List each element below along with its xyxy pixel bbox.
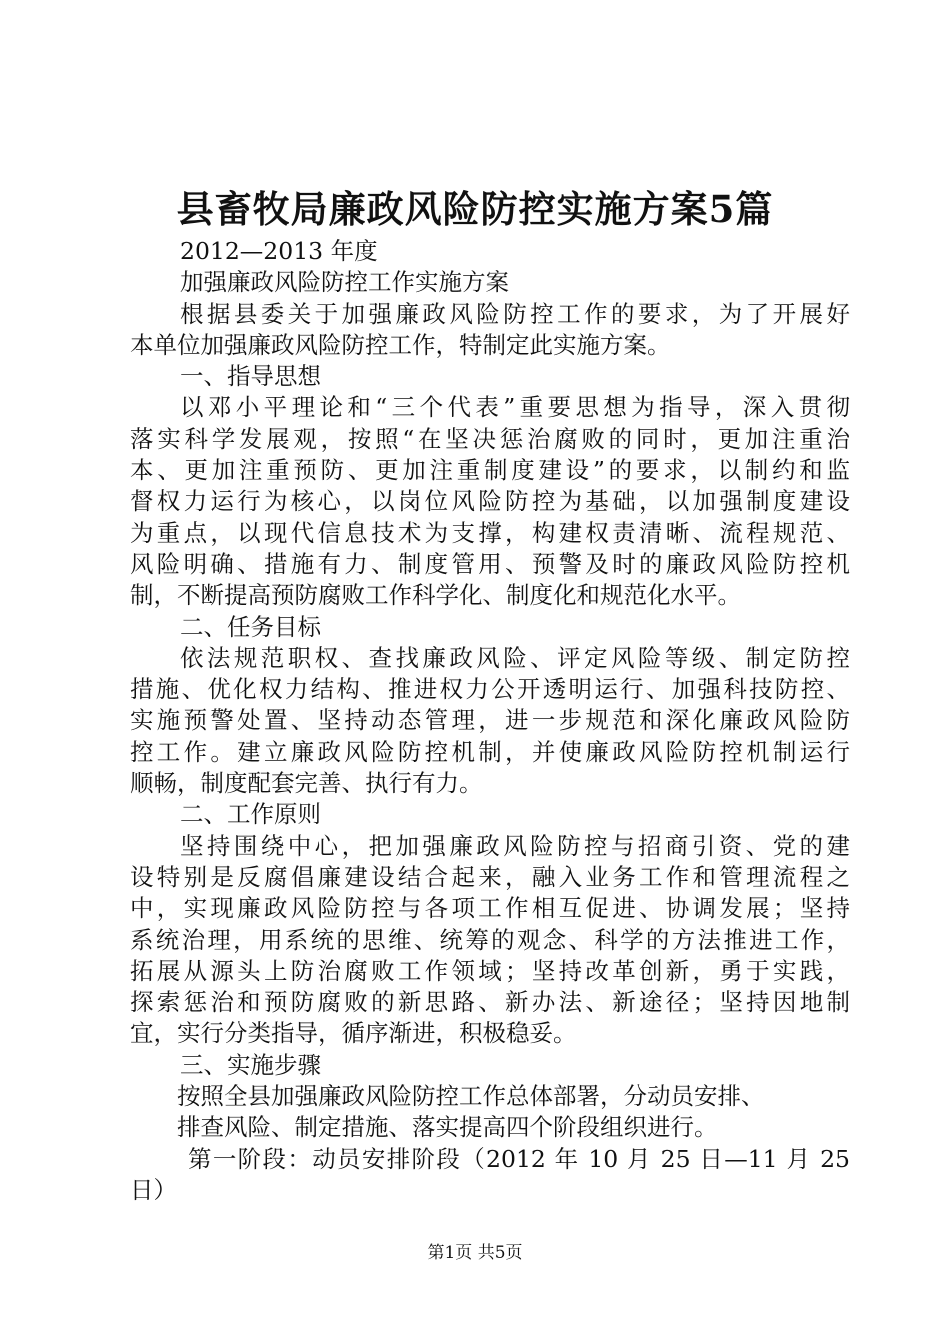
paragraph-line: 措施、优化权力结构、推进权力公开透明运行、加强科技防控、 — [130, 675, 850, 704]
document-title: 县畜牧局廉政风险防控实施方案5篇 — [176, 187, 774, 231]
paragraph-line: 按照全县加强廉政风险防控工作总体部署，分动员安排、 — [177, 1082, 765, 1111]
paragraph-line: 实施预警处置、坚持动态管理，进一步规范和深化廉政风险防 — [130, 706, 850, 735]
stage-heading: 第一阶段：动员安排阶段（2012 年 10 月 25 日—11 月 25 — [188, 1144, 850, 1173]
paragraph-line: 中，实现廉政风险防控与各项工作相互促进、协调发展；坚持 — [130, 894, 850, 923]
paragraph-line: 控工作。建立廉政风险防控机制，并使廉政风险防控机制运行 — [130, 737, 850, 766]
section-heading: 一、指导思想 — [180, 362, 321, 391]
paragraph-line: 本、更加注重预防、更加注重制度建设”的要求，以制约和监 — [130, 456, 850, 485]
paragraph-line: 系统治理，用系统的思维、统筹的观念、科学的方法推进工作， — [130, 925, 850, 954]
paragraph-line: 本单位加强廉政风险防控工作，特制定此实施方案。 — [130, 330, 671, 359]
paragraph-line: 设特别是反腐倡廉建设结合起来，融入业务工作和管理流程之 — [130, 862, 850, 891]
paragraph-line: 落实科学发展观，按照“在坚决惩治腐败的同时，更加注重治 — [130, 424, 850, 453]
document-body — [130, 236, 850, 1206]
section-heading: 二、工作原则 — [180, 800, 321, 829]
paragraph-line: 风险明确、措施有力、制度管用、预警及时的廉政风险防控机 — [130, 549, 850, 578]
paragraph-line: 排查风险、制定措施、落实提高四个阶段组织进行。 — [177, 1113, 718, 1142]
paragraph-line: 坚持围绕中心，把加强廉政风险防控与招商引资、党的建 — [180, 831, 850, 860]
paragraph-line: 根据县委关于加强廉政风险防控工作的要求，为了开展好 — [180, 299, 850, 328]
paragraph-line: 拓展从源头上防治腐败工作领域；坚持改革创新，勇于实践， — [130, 956, 850, 985]
paragraph-line: 为重点，以现代信息技术为支撑，构建权责清晰、流程规范、 — [130, 518, 850, 547]
section-heading: 二、任务目标 — [180, 612, 321, 641]
stage-heading-end: 日） — [130, 1175, 177, 1204]
paragraph-line: 以邓小平理论和“三个代表”重要思想为指导，深入贯彻 — [180, 393, 850, 422]
plan-subtitle: 加强廉政风险防控工作实施方案 — [180, 268, 509, 297]
paragraph-line: 探索惩治和预防腐败的新思路、新办法、新途径；坚持因地制 — [130, 988, 850, 1017]
paragraph-line: 督权力运行为核心，以岗位风险防控为基础，以加强制度建设 — [130, 487, 850, 516]
section-heading: 三、实施步骤 — [180, 1050, 321, 1079]
paragraph-line: 宜，实行分类指导，循序渐进，积极稳妥。 — [130, 1019, 577, 1048]
page-footer: 第1页 共5页 — [427, 1243, 523, 1263]
year-line: 2012—2013 年度 — [180, 237, 378, 265]
paragraph-line: 顺畅，制度配套完善、执行有力。 — [130, 769, 483, 798]
paragraph-line: 依法规范职权、查找廉政风险、评定风险等级、制定防控 — [180, 643, 850, 672]
paragraph-line: 制，不断提高预防腐败工作科学化、制度化和规范化水平。 — [130, 581, 741, 610]
